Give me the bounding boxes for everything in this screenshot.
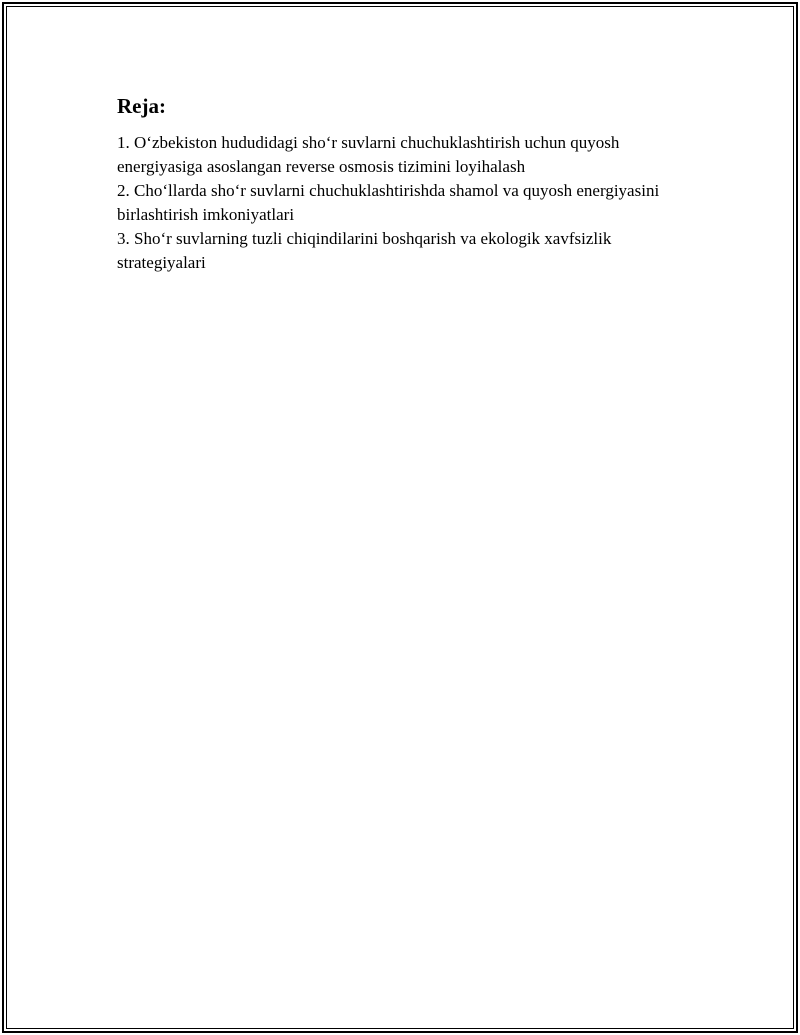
plan-item-2: 2. Cho‘llarda sho‘r suvlarni chuchuklashtirishda shamol va quyosh energiyasini birlashtirish imkoniyatlari (117, 181, 660, 224)
plan-item-3: 3. Sho‘r suvlarning tuzli chiqindilarini boshqarish va ekologik xavfsizlik strategiyalari (117, 229, 612, 272)
plan-heading: Reja: (117, 94, 166, 118)
plan-list (117, 131, 697, 275)
document-body (117, 93, 697, 275)
plan-item-1: 1. O‘zbekiston hududidagi sho‘r suvlarni chuchuklashtirish uchun quyosh energiyasiga asoslangan reverse osmosis tizimini loyihalash (117, 133, 620, 176)
